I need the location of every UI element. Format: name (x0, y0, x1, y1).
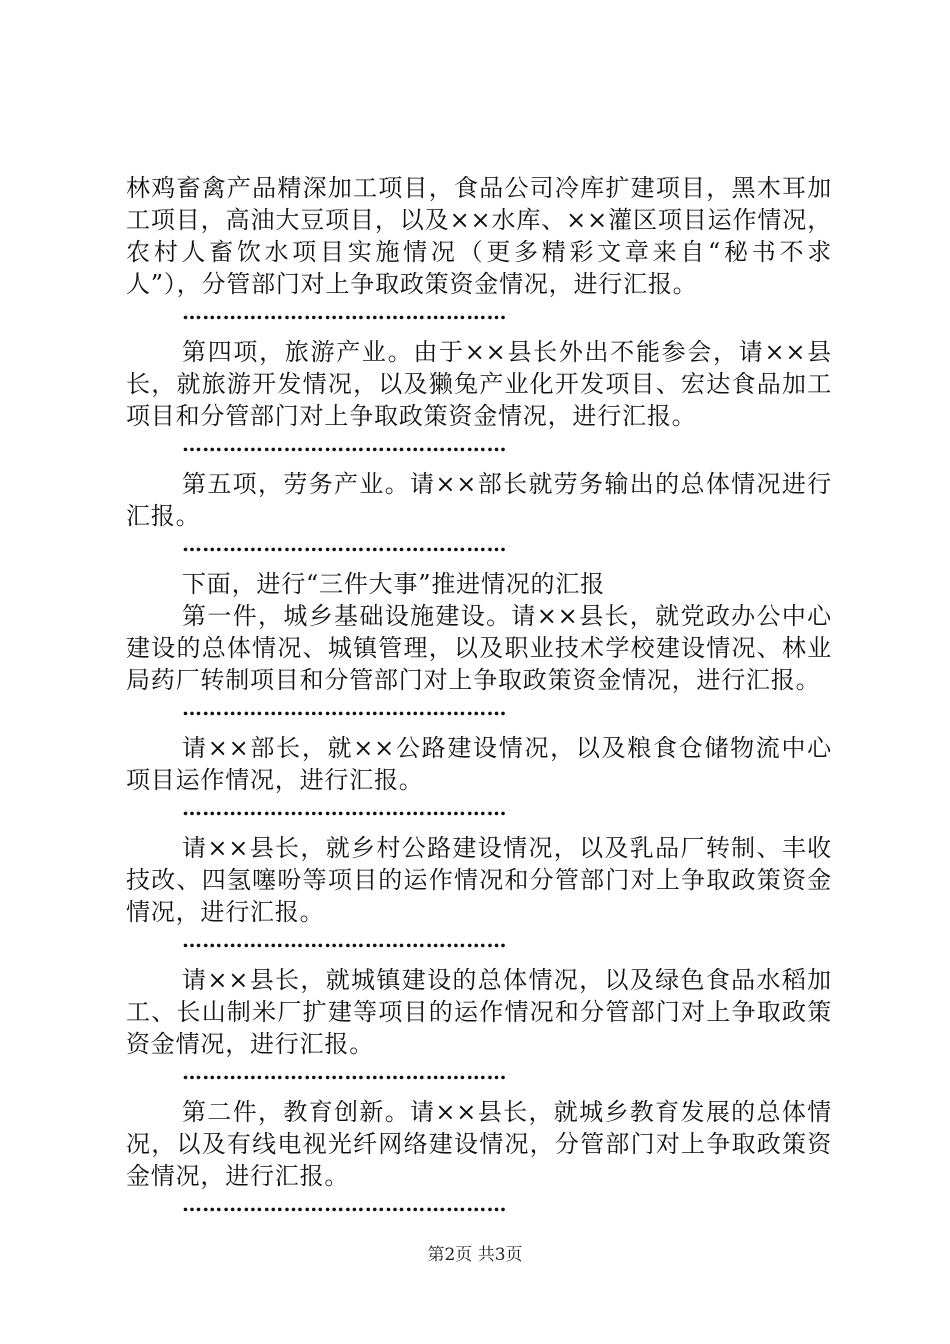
paragraph-highway-construction: 请××部长，就××公路建设情况，以及粮食仓储物流中心项目运作情况，进行汇报。 (126, 734, 832, 794)
paragraph-item-five-labor: 第五项，劳务产业。请××部长就劳务输出的总体情况进行汇报。 (126, 470, 832, 530)
ellipsis-separator: ………………………………………… (182, 696, 507, 720)
ellipsis-separator: ………………………………………… (182, 532, 507, 556)
paragraph-town-construction: 请××县长，就城镇建设的总体情况，以及绿色食品水稻加工、长山制米厂扩建等项目的运作情况和分管部门对上争取政策资金情况，进行汇报。 (126, 966, 832, 1058)
paragraph-task-two-education: 第二件，教育创新。请××县长，就城乡教育发展的总体情况，以及有线电视光纤网络建设情况，分管部门对上争取政策资金情况，进行汇报。 (126, 1098, 832, 1190)
paragraph-livestock-projects: 林鸡畜禽产品精深加工项目，食品公司冷库扩建项目，黑木耳加工项目，高油大豆项目，以及××水库、××灌区项目运作情况，农村人畜饮水项目实施情况（更多精彩文章来自“秘书不求人”），分管部门对上争取政策资金情况，进行汇报。 (126, 174, 832, 298)
ellipsis-separator: ………………………………………… (182, 796, 507, 820)
ellipsis-separator: ………………………………………… (182, 1192, 507, 1216)
document-body (126, 172, 832, 1228)
paragraph-item-four-tourism: 第四项，旅游产业。由于××县长外出不能参会，请××县长，就旅游开发情况，以及獭兔产业化开发项目、宏达食品加工项目和分管部门对上争取政策资金情况，进行汇报。 (126, 338, 832, 430)
ellipsis-separator: ………………………………………… (182, 300, 507, 324)
paragraph-task-one-infrastructure: 第一件，城乡基础设施建设。请××县长，就党政办公中心建设的总体情况、城镇管理，以及职业技术学校建设情况、林业局药厂转制项目和分管部门对上争取政策资金情况，进行汇报。 (126, 602, 832, 694)
paragraph-rural-roads: 请××县长，就乡村公路建设情况，以及乳品厂转制、丰收技改、四氢噻吩等项目的运作情况和分管部门对上争取政策资金情况，进行汇报。 (126, 834, 832, 926)
ellipsis-separator: ………………………………………… (182, 928, 507, 952)
ellipsis-separator: ………………………………………… (182, 1060, 507, 1084)
ellipsis-separator: ………………………………………… (182, 432, 507, 456)
page-number-footer: 第2页 共3页 (427, 1245, 523, 1265)
paragraph-three-major-tasks-intro: 下面，进行“三件大事”推进情况的汇报 (182, 570, 605, 598)
